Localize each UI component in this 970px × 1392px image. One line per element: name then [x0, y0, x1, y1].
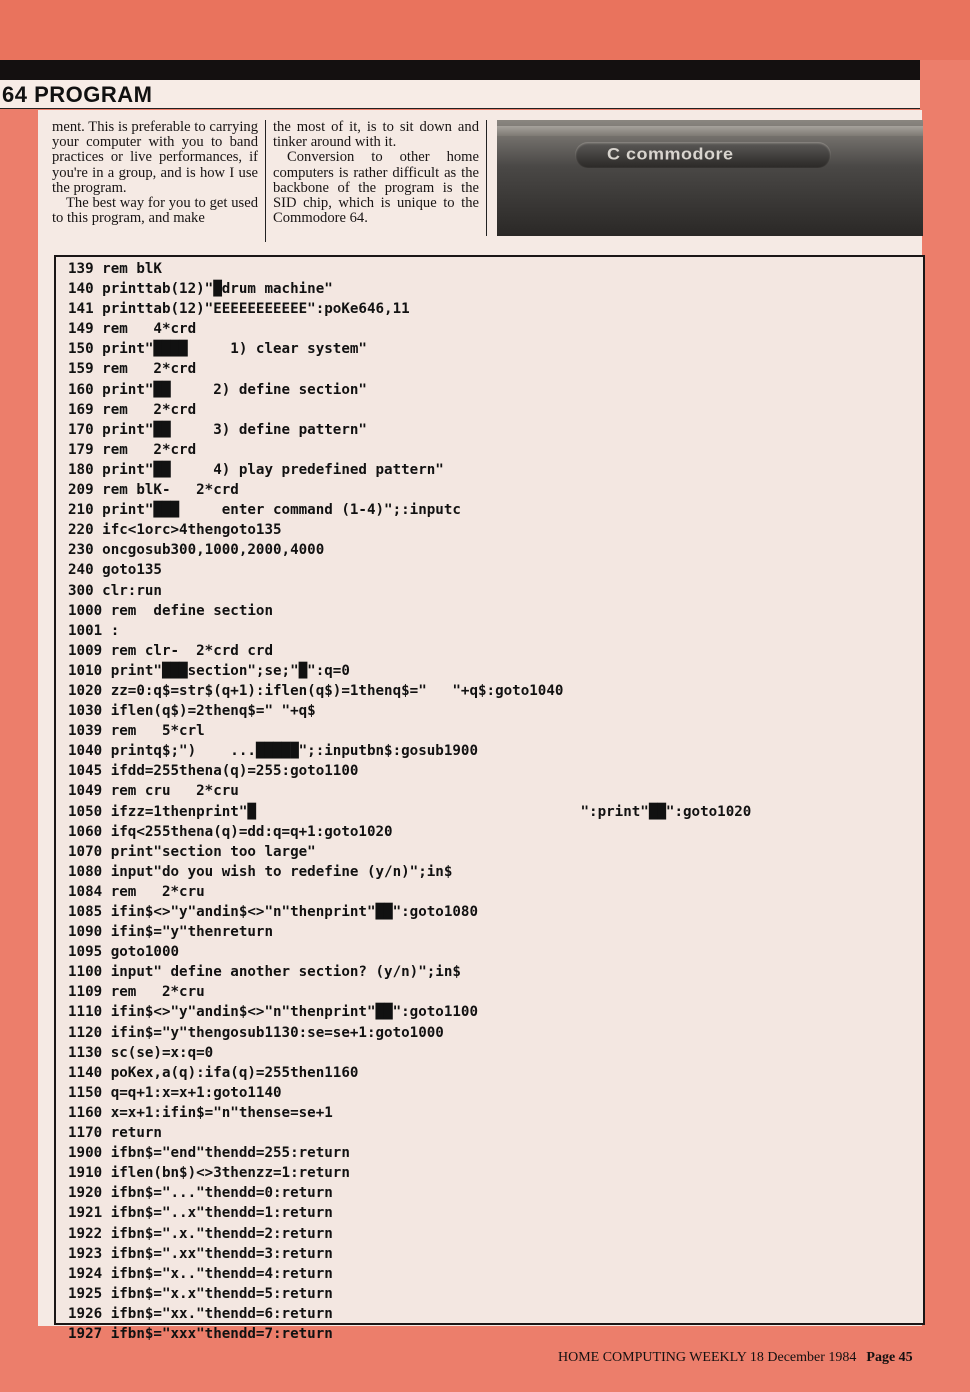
listing-line: 1090 ifin$="y"thenreturn	[68, 924, 273, 941]
listing-line: 1926 ifbn$="xx."thendd=6:return	[68, 1305, 333, 1322]
listing-line: 220 ifc<1orc>4thengoto135	[68, 522, 282, 539]
header-bar	[0, 60, 920, 80]
listing-line: 1030 iflen(q$)=2thenq$=" "+q$	[68, 703, 316, 720]
listing-line: 169 rem 2*crd	[68, 401, 197, 418]
listing-line: 1170 return	[68, 1125, 162, 1142]
listing-line: 1924 ifbn$="x.."thendd=4:return	[68, 1265, 333, 1282]
keyboard-edge	[497, 126, 923, 136]
listing-line: 1120 ifin$="y"thengosub1130:se=se+1:goto1000	[68, 1024, 444, 1041]
listing-line: 1110 ifin$<>"y"andin$<>"n"thenprint"██":goto1100	[68, 1004, 478, 1021]
listing-line: 240 goto135	[68, 562, 162, 579]
listing-line: 209 rem blK- 2*crd	[68, 482, 239, 499]
listing-line: 1084 rem 2*cru	[68, 883, 205, 900]
listing-line: 160 print"██ 2) define section"	[68, 381, 367, 398]
listing-line: 1925 ifbn$="x.x"thendd=5:return	[68, 1285, 333, 1302]
listing-line: 1001 :	[68, 622, 120, 639]
listing-line: 179 rem 2*crd	[68, 441, 197, 458]
listing-line: 149 rem 4*crd	[68, 321, 197, 338]
listing-line: 1927 ifbn$="xxx"thendd=7:return	[68, 1325, 333, 1342]
listing-line: 1140 poKex,a(q):ifa(q)=255then1160	[68, 1064, 359, 1081]
listing-line: 1039 rem 5*crl	[68, 723, 205, 740]
top-margin	[0, 0, 970, 60]
article-paragraph: ment. This is preferable to carrying your computer with you to band practices or live performances, if you're in a group, and is how I use the program.	[52, 119, 258, 196]
column-divider	[486, 120, 487, 236]
listing-line: 1130 sc(se)=x:q=0	[68, 1044, 214, 1061]
listing-line: 159 rem 2*crd	[68, 361, 197, 378]
listing-line: 1020 zz=0:q$=str$(q+1):iflen(q$)=1thenq$=" "+q$:goto1040	[68, 682, 564, 699]
article-paragraph: The best way for you to get used to this program, and make	[52, 195, 258, 227]
listing-line: 1080 input"do you wish to redefine (y/n)";in$	[68, 863, 453, 880]
listing-line: 150 print"████ 1) clear system"	[68, 341, 367, 358]
listing-line: 230 oncgosub300,1000,2000,4000	[68, 542, 325, 559]
listing-line: 1922 ifbn$=".x."thendd=2:return	[68, 1225, 333, 1242]
section-header	[0, 80, 920, 109]
listing-line: 1060 ifq<255thena(q)=dd:q=q+1:goto1020	[68, 823, 393, 840]
program-listing	[68, 259, 918, 1344]
commodore-64-photo	[497, 120, 923, 236]
publication-name: HOME COMPUTING WEEKLY 18 December 1984	[558, 1350, 857, 1365]
article-paragraph: Conversion to other home computers is rather difficult as the backbone of the program is the SID chip, which is unique to the Commodore 64.	[273, 149, 479, 227]
listing-line: 1160 x=x+1:ifin$="n"thense=se+1	[68, 1104, 333, 1121]
page-footer	[558, 1350, 913, 1366]
listing-line: 1920 ifbn$="..."thendd=0:return	[68, 1185, 333, 1202]
listing-line: 180 print"██ 4) play predefined pattern"	[68, 461, 444, 478]
listing-line: 1010 print"███section";se;"█":q=0	[68, 662, 350, 679]
article-column-2	[273, 120, 479, 226]
listing-line: 1009 rem clr- 2*crd crd	[68, 642, 273, 659]
listing-line: 1109 rem 2*cru	[68, 984, 205, 1001]
listing-line: 170 print"██ 3) define pattern"	[68, 421, 367, 438]
listing-line: 1045 ifdd=255thena(q)=255:goto1100	[68, 763, 359, 780]
listing-line: 1910 iflen(bn$)<>3thenzz=1:return	[68, 1165, 350, 1182]
column-divider	[265, 120, 266, 242]
article-column-1	[52, 120, 258, 226]
listing-line: 1040 printq$;") ...█████";:inputbn$:gosub1900	[68, 743, 478, 760]
listing-line: 1900 ifbn$="end"thendd=255:return	[68, 1145, 350, 1162]
page-number: Page 45	[866, 1350, 913, 1365]
section-title: 64 PROGRAM	[2, 82, 153, 107]
article-paragraph: the most of it, is to sit down and tinker around with it.	[273, 119, 479, 151]
listing-line: 1050 ifzz=1thenprint"█ ":print"██":goto1020	[68, 803, 752, 820]
listing-line: 1923 ifbn$=".xx"thendd=3:return	[68, 1245, 333, 1262]
listing-line: 1100 input" define another section? (y/n)";in$	[68, 964, 461, 981]
listing-line: 1921 ifbn$="..x"thendd=1:return	[68, 1205, 333, 1222]
listing-line: 300 clr:run	[68, 582, 162, 599]
listing-line: 140 printtab(12)"█drum machine"	[68, 281, 333, 298]
listing-line: 1000 rem define section	[68, 602, 273, 619]
listing-line: 141 printtab(12)"EEEEEEEEEEE":poKe646,11	[68, 301, 410, 318]
listing-line: 1085 ifin$<>"y"andin$<>"n"thenprint"██":goto1080	[68, 904, 478, 920]
listing-line: 210 print"███ enter command (1-4)";:inputc	[68, 502, 461, 519]
listing-line: 1150 q=q+1:x=x+1:goto1140	[68, 1084, 282, 1101]
listing-line: 1095 goto1000	[68, 944, 180, 961]
listing-line: 139 rem blK	[68, 261, 162, 277]
commodore-logo: C commodore	[607, 145, 734, 164]
listing-line: 1070 print"section too large"	[68, 843, 316, 860]
listing-line: 1049 rem cru 2*cru	[68, 783, 239, 800]
